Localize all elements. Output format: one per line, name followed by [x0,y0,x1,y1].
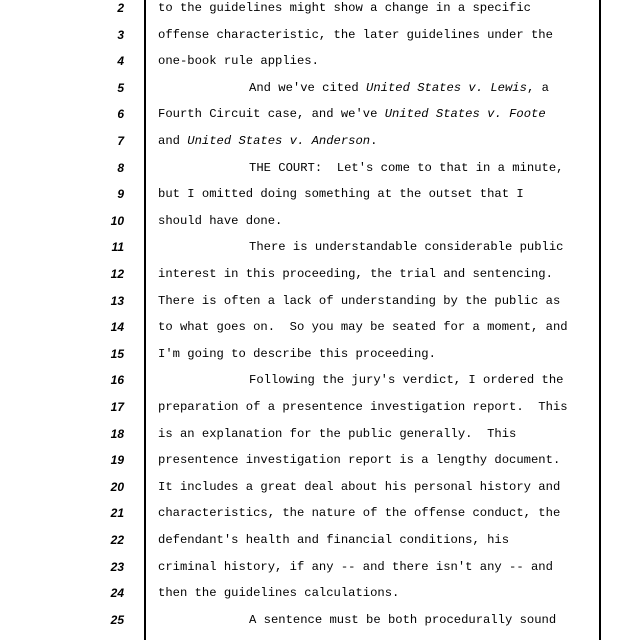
line-text [158,80,640,96]
line-text [158,532,598,548]
line-number: 10 [110,213,124,228]
line-number: 11 [111,240,124,255]
line-text [158,426,598,442]
transcript-line [0,239,640,266]
line-number: 22 [110,533,124,547]
line-number: 20 [110,479,124,494]
line-text [158,399,598,415]
line-text [158,319,598,335]
text-segment: one-book rule applies. [158,54,319,69]
text-segment: but I omitted doing something at the outset that I [158,187,524,202]
transcript-line [0,559,640,586]
text-segment: characteristics, the nature of the offense conduct, the [158,506,561,521]
line-number: 9 [117,187,124,202]
line-text [158,27,598,43]
text-segment: I'm going to describe this proceeding. [158,346,436,361]
transcript-line [0,426,640,453]
text-segment: There is understandable considerable public [249,240,564,255]
line-text [158,160,640,176]
line-text [158,133,598,149]
line-text [158,505,598,521]
line-text [158,559,598,575]
line-number: 12 [110,267,124,281]
text-segment: should have done. [158,213,283,228]
case-citation: United States v. Anderson [187,134,371,148]
transcript-line [0,532,640,559]
text-segment: to what goes on. So you may be seated for a moment, and [158,320,568,335]
transcript-line [0,53,640,80]
line-text [158,612,640,628]
transcript-line [0,319,640,346]
line-number: 7 [117,134,124,148]
case-citation: United States v. Lewis [366,80,527,95]
transcript-line [0,479,640,506]
line-number: 16 [110,373,124,388]
line-text [158,186,598,202]
transcript-line [0,346,640,373]
text-segment: A sentence must be both procedurally sound [249,612,557,627]
text-segment: offense characteristic, the later guidelines under the [158,27,553,42]
transcript-line [0,106,640,133]
text-segment: Following the jury's verdict, I ordered the [249,373,564,388]
text-segment: interest in this proceeding, the trial and sentencing. [158,267,553,281]
line-number: 4 [117,54,124,69]
text-segment: Fourth Circuit case, and we've [158,107,385,122]
text-segment: criminal history, if any -- and there isn't any -- and [158,559,553,574]
text-segment: to the guidelines might show a change in a specific [158,1,531,15]
text-segment: is an explanation for the public generally. This [158,426,517,441]
transcript-line [0,452,640,479]
line-text [158,479,598,495]
line-number: 23 [110,559,124,574]
line-text [158,0,598,16]
line-number: 19 [110,453,124,468]
transcript-line [0,80,640,107]
text-segment: then the guidelines calculations. [158,586,400,601]
text-segment: It includes a great deal about his personal history and [158,479,561,494]
transcript-line [0,213,640,240]
line-text [158,346,598,362]
text-segment: And we've cited [249,80,367,95]
transcript-line [0,612,640,639]
transcript-line [0,186,640,213]
line-number: 17 [110,400,124,414]
transcript-line [0,585,640,612]
transcript-line [0,293,640,320]
line-number: 5 [117,80,124,95]
line-text [158,53,598,69]
line-number: 6 [117,107,124,122]
text-segment: , a [526,80,549,95]
transcript-line [0,160,640,187]
line-text [158,266,598,282]
line-text [158,239,640,255]
transcript-line [0,505,640,532]
line-text [158,213,598,229]
text-segment: and [158,134,188,148]
text-segment: THE COURT: Let's come to that in a minute, [249,160,564,175]
transcript-line [0,27,640,54]
transcript-line [0,266,640,293]
line-text [158,372,640,388]
text-segment: preparation of a presentence investigation report. This [158,400,568,414]
transcript-line [0,133,640,160]
line-number: 25 [110,612,124,627]
line-number: 21 [110,506,124,521]
line-number: 13 [110,293,124,308]
text-segment: presentence investigation report is a lengthy document. [158,453,561,468]
line-text [158,452,598,468]
case-citation: United States v. Foote [384,107,546,122]
text-segment: defendant's health and financial conditions, his [158,533,510,547]
line-number: 15 [110,346,124,361]
line-number: 14 [110,320,124,335]
line-text [158,106,598,122]
transcript-line [0,0,640,27]
line-text [158,293,598,309]
text-segment: . [370,134,378,148]
transcript-line [0,399,640,426]
line-number: 18 [110,426,124,441]
transcript-line [0,372,640,399]
line-number: 2 [117,1,124,15]
line-number: 24 [110,586,124,601]
line-number: 8 [117,160,124,175]
line-number: 3 [117,27,124,42]
line-text [158,585,598,601]
text-segment: There is often a lack of understanding by the public as [158,293,561,308]
